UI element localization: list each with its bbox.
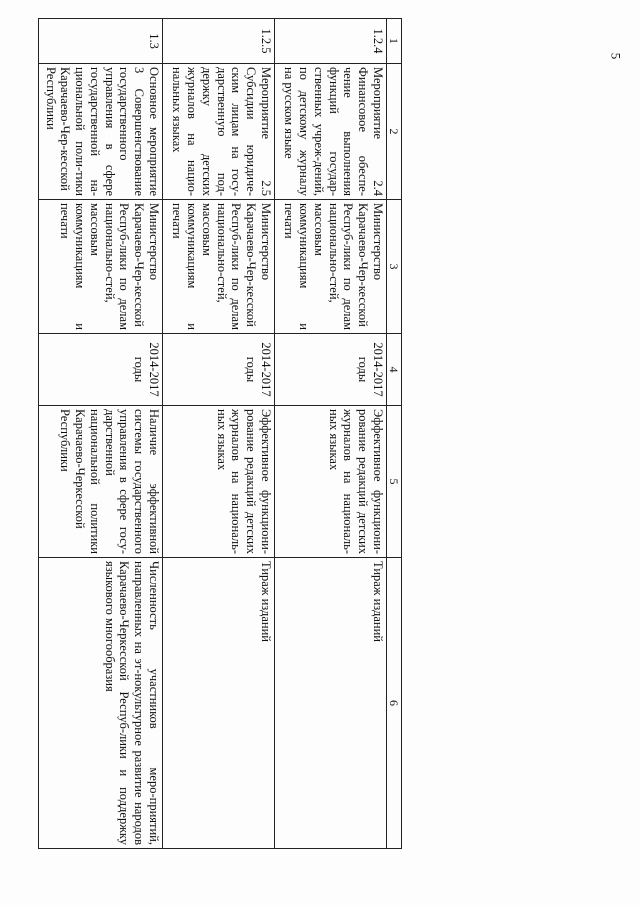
result-cell: Эффективное функциони-рование редакций детских журналов на националь-ных языках [274,406,386,558]
executor-cell: Министерство Карачаево-Чер-кесской Респуб-лики по делам национально-стей, массовым коммуникациям и печати [274,200,386,334]
period-cell: 2014-2017 годы [162,334,274,406]
event-cell: Мероприятие 2.5 Субсидии юридиче-ским лицам на госу-дарственную под-держку детских журналов на нацио-нальных языках [162,64,274,200]
program-events-table [38,18,402,849]
table-row [162,19,274,849]
executor-cell: Министерство Карачаево-Чер-кесской Респуб-лики по делам национально-стей, массовым коммуникациям и печати [38,200,162,334]
column-header-3: 3 [386,200,401,334]
table-row [274,19,386,849]
period-cell: 2014-2017 годы [38,334,162,406]
executor-cell: Министерство Карачаево-Чер-кесской Респуб-лики по делам национально-стей, массовым коммуникациям и печати [162,200,274,334]
row-code: 1.3 [38,19,162,64]
page-number: 5 [608,52,624,60]
column-header-1: 1 [386,19,401,64]
event-cell: Мероприятие 2.4 Финансовое обеспе-чение выполнения функций государ-ственных учреж-дений, по детскому журналу на русском языке [274,64,386,200]
table-header-row [386,19,401,849]
column-header-2: 2 [386,64,401,200]
row-code: 1.2.5 [162,19,274,64]
indicator-cell: Тираж изданий [162,558,274,849]
column-header-6: 6 [386,558,401,849]
event-cell: Основное мероприятие 3 Совершенствование государственного управления в сфере государственной на-циональной поли-тики Карачаево-Чер-кесской Республики [38,64,162,200]
result-cell: Эффективное функциони-рование редакций детских журналов на националь-ных языках [162,406,274,558]
indicator-cell: Численность участников меро-приятий, направленных на эт-нокультурное развитие народов Карачаево-Черкесской Респуб-лики и поддержку языкового многообразия [38,558,162,849]
column-header-5: 5 [386,406,401,558]
column-header-4: 4 [386,334,401,406]
period-cell: 2014-2017 годы [274,334,386,406]
indicator-cell: Тираж изданий [274,558,386,849]
rotated-table-area [43,18,402,848]
table-container [43,18,402,848]
result-cell: Наличие эффективной системы государственного управления в сфере госу-дарственной национальной политики Карачаево-Черкесской Республики [38,406,162,558]
row-code: 1.2.4 [274,19,386,64]
table-row [38,19,162,849]
